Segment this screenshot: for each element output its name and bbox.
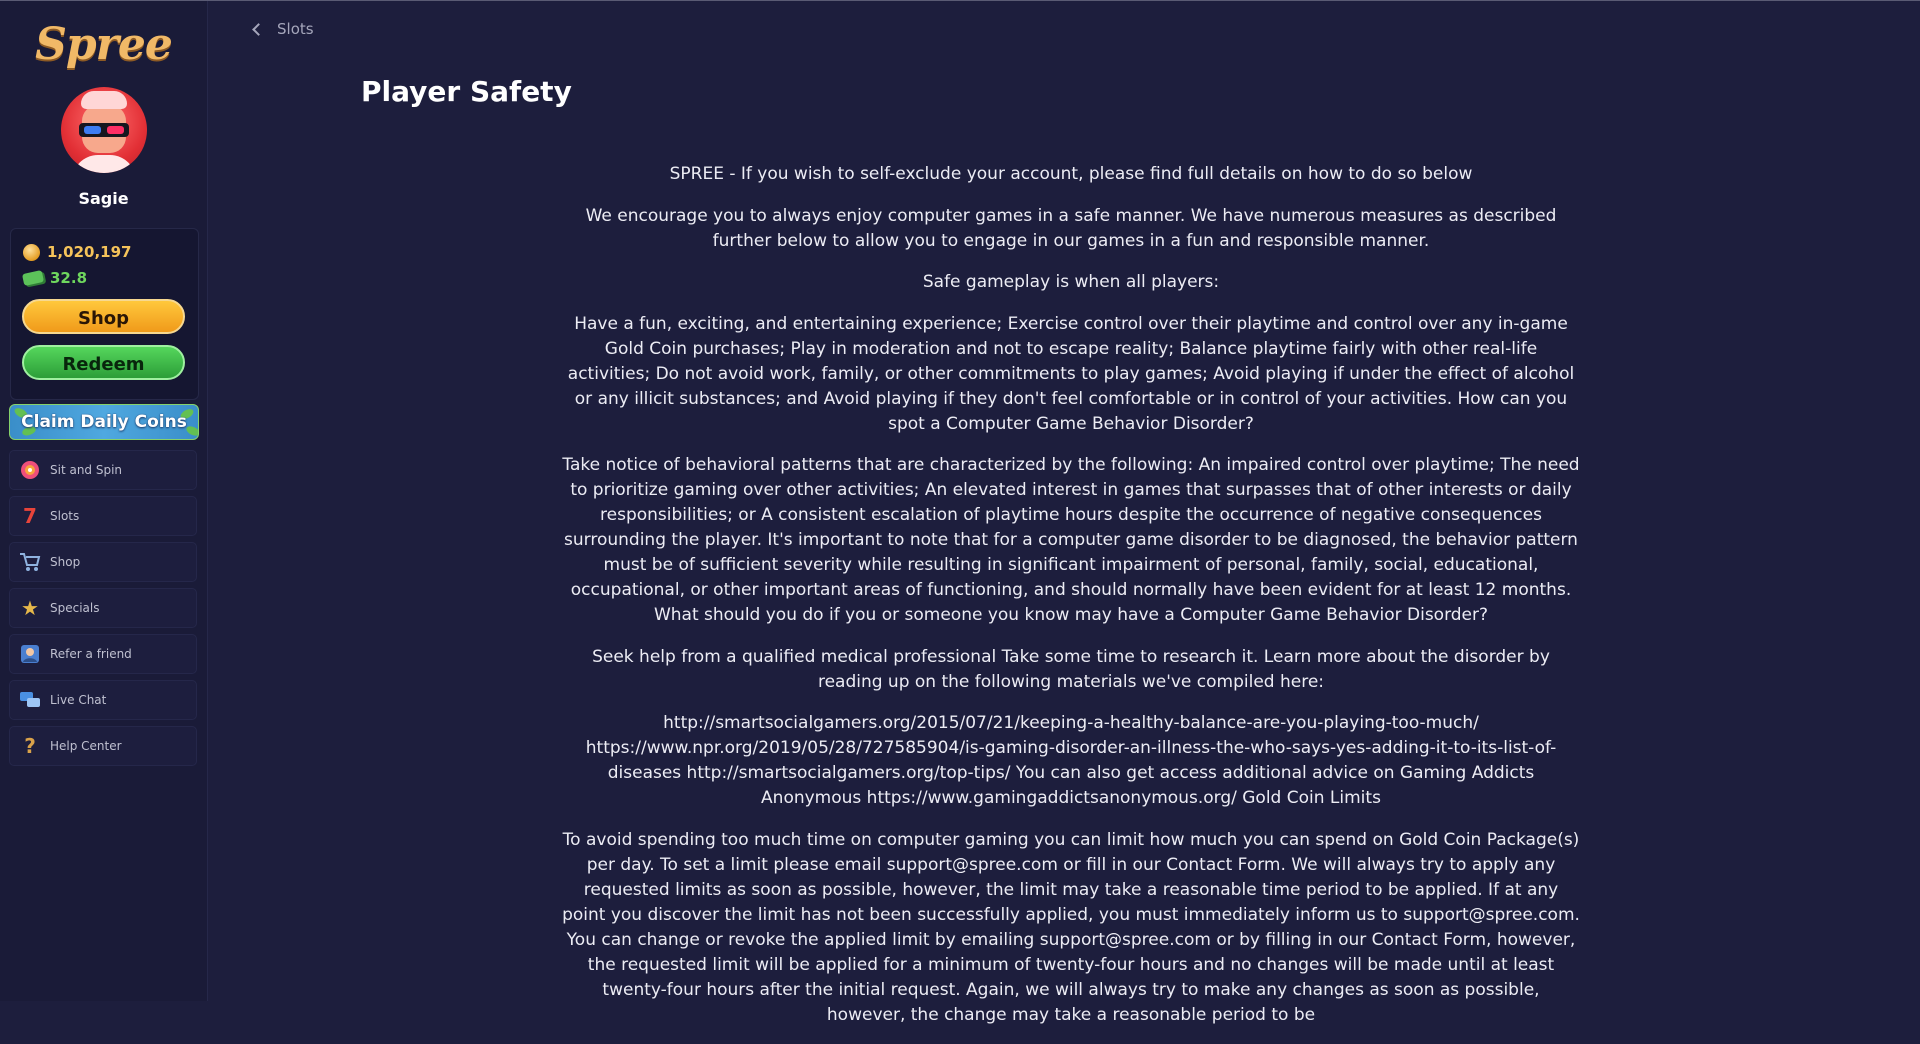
policy-paragraph: Take notice of behavioral patterns that are characterized by the following: An impaired control over playtime; The need to prioritize gaming over other activities; An elevated interest in games that surpasses that of other interests or daily responsibilities; or A consistent escalation of playtime hours despite the occurrence of negative consequences surrounding the player. It's important to note that for a computer game disorder to be diagnosed, the behavior pattern must be of sufficient severity while resulting in significant impairment of personal, family, social, educational, occupational, or other important areas of functioning, and should normally have been evident for at least 12 months. What should you do if you or someone you know may have a Computer Game Behavior Disorder?	[562, 455, 1580, 625]
avatar-lens-left	[84, 126, 101, 134]
chevron-left-icon	[252, 23, 265, 36]
sidebar-item-label: Help Center	[50, 739, 122, 753]
seven-icon: 7	[23, 504, 37, 528]
sweep-coin-value: 32.8	[50, 269, 88, 287]
sidebar-item-label: Sit and Spin	[50, 463, 123, 477]
page-title: Player Safety	[361, 75, 572, 108]
shop-button[interactable]: Shop	[22, 299, 185, 334]
wheel-icon	[19, 459, 41, 481]
sidebar-item-label: Live Chat	[50, 693, 107, 707]
policy-paragraph: Safe gameplay is when all players:	[922, 272, 1220, 292]
friend-icon	[19, 643, 41, 665]
cart-icon	[19, 551, 41, 573]
leaf-decoration	[185, 424, 199, 437]
sidebar-item-label: Specials	[50, 601, 100, 615]
policy-paragraph: To avoid spending too much time on computer gaming you can limit how much you can spend on Gold Coin Package(s) per day. To set a limit please email support@spree.com or fill in our Contact Form. We will always try to apply any requested limits as soon as possible, however, the limit may take a reasonable time period to be applied. If at any point you discover the limit has not been successfully applied, you must immediately inform us to support@spree.com. You can change or revoke the applied limit by emailing support@spree.com or by filling in our Contact Form, however, the requested limit will be applied for a minimum of twenty-four hours and no changes will be made until at least twenty-four hours after the initial request. Again, we will always try to make any changes as soon as possible, however, the change may take a reasonable period to be	[562, 829, 1580, 1025]
chat-icon	[19, 689, 41, 711]
policy-links-paragraph: http://smartsocialgamers.org/2015/07/21/keeping-a-healthy-balance-are-you-playing-too-much/ https://www.npr.org/2019/05/28/727585904/is-gaming-disorder-an-illness-the-who-says-yes-adding-it-to-its-list-of-diseases http://smartsocialgamers.org/top-tips/ You can also get access additional advice on Gaming Addicts Anonymous https://www.gamingaddictsanonymous.org/ Gold Coin Limits	[585, 713, 1557, 808]
sidebar-item-shop[interactable]	[9, 542, 197, 582]
cash-icon	[22, 270, 44, 286]
question-icon: ?	[24, 734, 36, 758]
avatar-shirt	[72, 155, 136, 173]
star-icon: ★	[21, 596, 39, 620]
claim-daily-coins-button[interactable]	[9, 404, 199, 440]
gold-coin-value: 1,020,197	[47, 243, 132, 261]
sweep-coin-balance	[23, 269, 87, 287]
claim-daily-coins-label: Claim Daily Coins	[21, 412, 187, 432]
sidebar-item-refer-a-friend[interactable]	[9, 634, 197, 674]
sidebar	[0, 1, 208, 1001]
policy-paragraph: Seek help from a qualified medical professional Take some time to research it. Learn more about the disorder by reading up on the following materials we've compiled here:	[592, 646, 1550, 692]
spree-logo[interactable]: Spree	[35, 19, 172, 70]
sidebar-item-sit-and-spin[interactable]	[9, 450, 197, 490]
sidebar-item-specials[interactable]	[9, 588, 197, 628]
avatar-hair	[81, 91, 127, 109]
sidebar-item-help-center[interactable]	[9, 726, 197, 766]
top-border	[0, 0, 1920, 1]
sidebar-item-label: Shop	[50, 555, 81, 569]
username: Sagie	[78, 189, 129, 208]
gold-coin-balance	[23, 243, 131, 261]
avatar-lens-right	[107, 126, 124, 134]
breadcrumb-back-link[interactable]	[254, 20, 314, 38]
sidebar-item-live-chat[interactable]	[9, 680, 197, 720]
policy-paragraph: SPREE - If you wish to self-exclude your account, please find full details on how to do so below	[669, 164, 1473, 184]
sidebar-item-slots[interactable]	[9, 496, 197, 536]
policy-content	[562, 162, 1580, 1044]
redeem-button[interactable]: Redeem	[22, 345, 185, 380]
gold-coin-icon	[23, 244, 40, 261]
sidebar-item-label: Refer a friend	[50, 647, 132, 661]
breadcrumb-label: Slots	[277, 20, 314, 38]
wallet-panel	[10, 228, 199, 400]
sidebar-item-label: Slots	[50, 509, 80, 523]
avatar[interactable]	[61, 87, 147, 173]
policy-paragraph: Have a fun, exciting, and entertaining experience; Exercise control over their playtime and control over any in-game Gold Coin purchases; Play in moderation and not to escape reality; Balance playtime fairly with other real-life activities; Do not avoid work, family, or other commitments to play games; Avoid playing if under the effect of alcohol or any illicit substances; and Avoid playing if they don't feel comfortable or in control of your activities. How can you spot a Computer Game Behavior Disorder?	[567, 313, 1575, 434]
policy-paragraph: We encourage you to always enjoy computer games in a safe manner. We have numerous measures as described further below to allow you to engage in our games in a fun and responsible manner.	[585, 205, 1557, 251]
